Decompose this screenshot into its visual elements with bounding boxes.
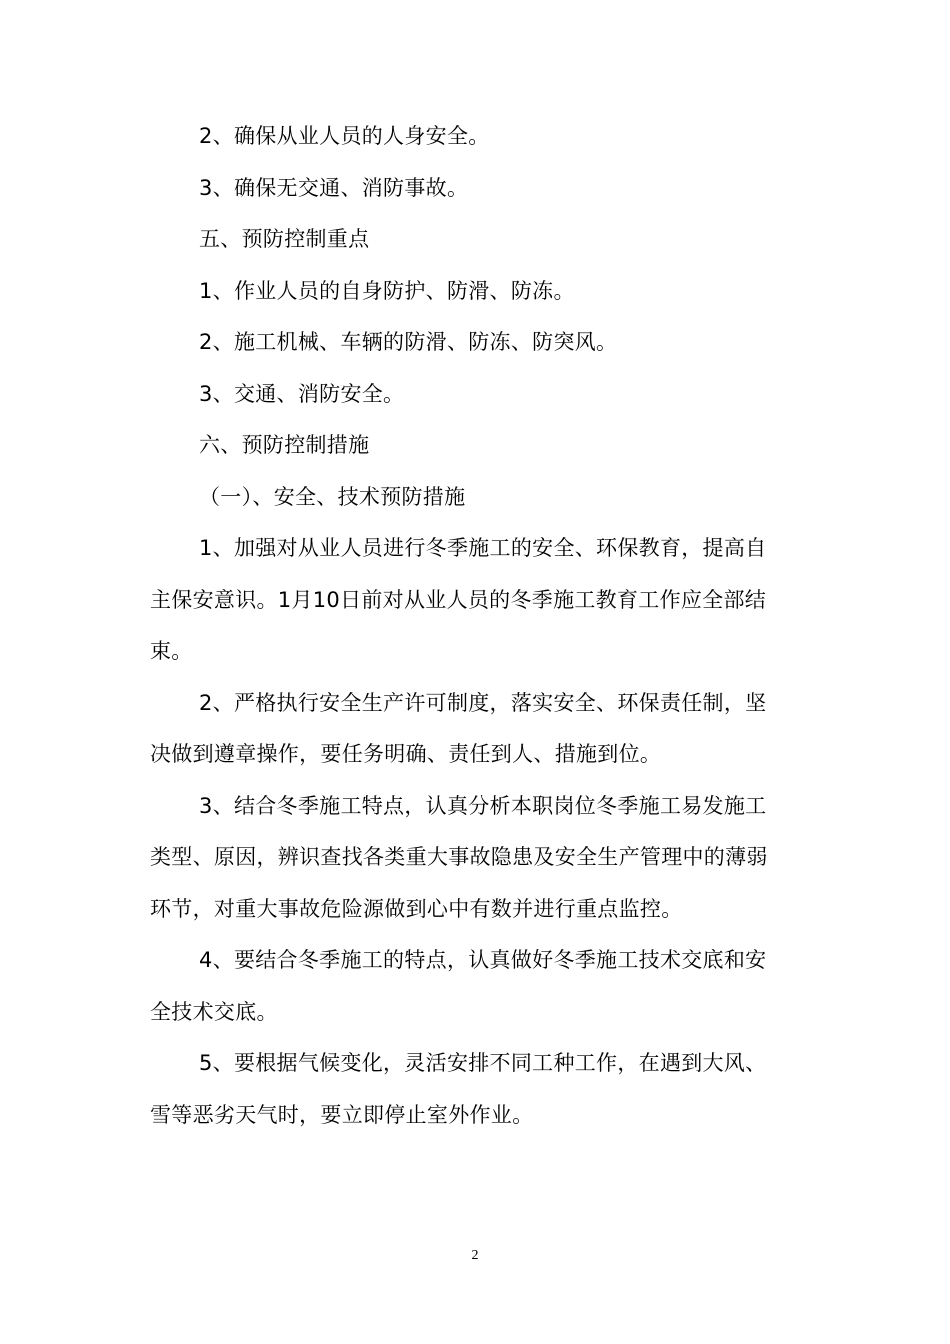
list-item: 1、作业人员的自身防护、防滑、防冻。 bbox=[199, 278, 575, 303]
list-item: 3、确保无交通、消防事故。 bbox=[199, 175, 469, 200]
paragraph-line: 3、结合冬季施工特点，认真分析本职岗位冬季施工易发施工 bbox=[199, 793, 767, 818]
section-heading: 五、预防控制重点 bbox=[199, 227, 370, 251]
paragraph-line: 类型、原因，辨识查找各类重大事故隐患及安全生产管理中的薄弱 bbox=[150, 845, 768, 869]
section-heading: 六、预防控制措施 bbox=[199, 433, 370, 457]
list-item: 2、确保从业人员的人身安全。 bbox=[199, 124, 490, 148]
paragraph-line: 全技术交底。 bbox=[150, 999, 278, 1024]
paragraph-line: 雪等恶劣天气时，要立即停止室外作业。 bbox=[150, 1102, 534, 1127]
paragraph-line: 环节，对重大事故危险源做到心中有数并进行重点监控。 bbox=[150, 896, 683, 921]
paragraph-line: 主保安意识。1月10日前对从业人员的冬季施工教育工作应全部结 bbox=[150, 587, 767, 612]
paragraph-line: 5、要根据气候变化，灵活安排不同工种工作，在遇到大风、 bbox=[199, 1051, 767, 1075]
document-body bbox=[150, 111, 800, 1141]
list-item: 3、交通、消防安全。 bbox=[199, 381, 405, 406]
list-item: 2、施工机械、车辆的防滑、防冻、防突风。 bbox=[199, 330, 618, 354]
paragraph-line: 2、严格执行安全生产许可制度，落实安全、环保责任制，坚 bbox=[199, 690, 767, 715]
paragraph-line: 束。 bbox=[150, 639, 193, 663]
subsection-heading: （一）、安全、技术预防措施 bbox=[199, 484, 466, 509]
page-number: 2 bbox=[471, 1248, 479, 1263]
paragraph-line: 4、要结合冬季施工的特点，认真做好冬季施工技术交底和安 bbox=[199, 948, 767, 972]
paragraph-line: 决做到遵章操作，要任务明确、责任到人、措施到位。 bbox=[150, 742, 662, 766]
paragraph-line: 1、加强对从业人员进行冬季施工的安全、环保教育，提高自 bbox=[199, 536, 767, 560]
